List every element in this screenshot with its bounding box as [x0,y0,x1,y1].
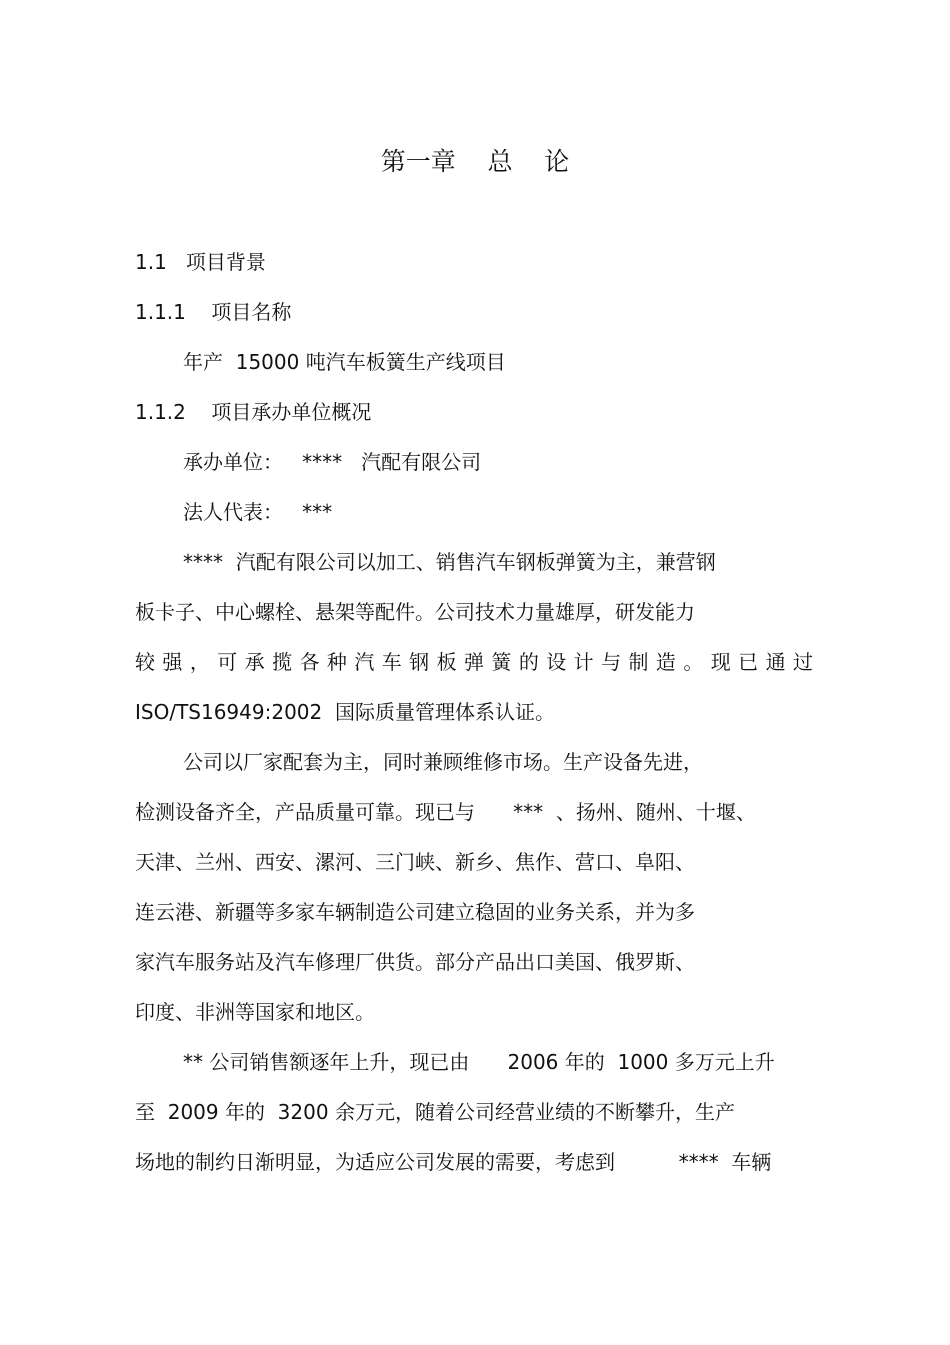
section-heading-1-1: 1.1 项目背景 [135,250,266,274]
subsection-heading-1-1-2: 1.1.2 项目承办单位概况 [135,400,372,424]
paragraph-line: **** 汽配有限公司以加工、销售汽车钢板弹簧为主，兼营钢 [183,550,716,574]
project-name-text: 年产 15000 吨汽车板簧生产线项目 [183,350,506,374]
paragraph-line: 公司以厂家配套为主，同时兼顾维修市场。生产设备先进， [183,750,703,774]
paragraph-line: ** 公司销售额逐年上升，现已由 2006 年的 1000 多万元上升 [183,1050,775,1074]
paragraph-line: 板卡子、中心螺栓、悬架等配件。公司技术力量雄厚，研发能力 [135,600,695,624]
chapter-title: 第一章 总 论 [380,147,570,176]
paragraph-line: 天津、兰州、西安、漯河、三门峡、新乡、焦作、营口、阜阳、 [135,850,695,874]
paragraph-line: 较强，可承揽各种汽车钢板弹簧的设计与制造。现已通过 [135,650,813,674]
paragraph-line: ISO/TS16949:2002 国际质量管理体系认证。 [135,700,555,724]
paragraph-line: 印度、非洲等国家和地区。 [135,1000,375,1024]
subsection-heading-1-1-1: 1.1.1 项目名称 [135,300,292,324]
paragraph-line: 至 2009 年的 3200 余万元，随着公司经营业绩的不断攀升，生产 [135,1100,735,1124]
undertaking-unit-line: 承办单位： **** 汽配有限公司 [183,450,482,474]
paragraph-line: 家汽车服务站及汽车修理厂供货。部分产品出口美国、俄罗斯、 [135,950,695,974]
legal-representative-line: 法人代表： *** [183,500,333,524]
paragraph-line: 场地的制约日渐明显，为适应公司发展的需要，考虑到 **** 车辆 [135,1150,772,1174]
paragraph-line: 检测设备齐全，产品质量可靠。现已与 *** 、扬州、随州、十堰、 [135,800,756,824]
paragraph-line: 连云港、新疆等多家车辆制造公司建立稳固的业务关系，并为多 [135,900,695,924]
